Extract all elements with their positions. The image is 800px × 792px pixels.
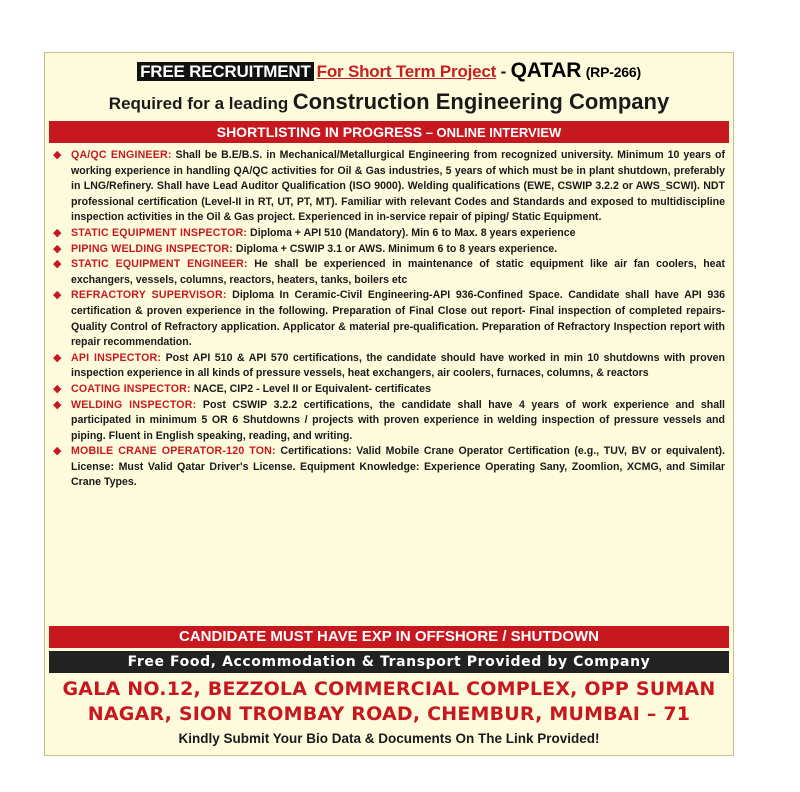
- position-description: He shall be experienced in maintenance of static equipment like air fan coolers, heat exchangers, vessels, columns, reactors, heaters, tanks, boilers etc: [71, 258, 725, 286]
- position-title: API INSPECTOR:: [71, 351, 162, 364]
- diamond-bullet-icon: ◆: [53, 242, 62, 255]
- free-recruitment-label: FREE RECRUITMENT: [137, 62, 314, 81]
- diamond-bullet-icon: ◆: [53, 226, 62, 239]
- position-item: [49, 444, 729, 491]
- country-label: QATAR: [510, 59, 582, 82]
- submission-note: Kindly Submit Your Bio Data & Documents On The Link Provided!: [178, 731, 600, 746]
- subheading-lead: Required for a leading: [108, 94, 289, 113]
- headline-dash: -: [496, 62, 511, 81]
- headline: [45, 59, 733, 83]
- reference-code: (RP-266): [585, 64, 641, 80]
- diamond-bullet-icon: ◆: [53, 149, 62, 161]
- candidate-requirement-banner: CANDIDATE MUST HAVE EXP IN OFFSHORE / SHUTDOWN: [49, 626, 729, 648]
- position-item: [49, 226, 729, 242]
- position-item: [49, 351, 729, 382]
- position-title: WELDING INSPECTOR:: [71, 398, 197, 411]
- position-description: Diploma + CSWIP 3.1 or AWS. Minimum 6 to 8 years experience.: [235, 242, 558, 255]
- position-title: COATING INSPECTOR:: [71, 382, 191, 395]
- shortlisting-banner: [49, 121, 729, 143]
- position-description: Diploma In Ceramic-Civil Engineering-API 936-Confined Space. Candidate shall have API 936 certification & proven experience in the following. Preparation of Final Close out report- Final inspection of completed repairs- Quality Control of Refractory application. Applicator & material pre-qualification. Preparation of Refractory Inspection report with repair recommendation.: [71, 289, 725, 349]
- diamond-bullet-icon: ◆: [53, 445, 62, 458]
- position-description: NACE, CIP2 - Level II or Equivalent- certificates: [193, 382, 431, 395]
- position-description: Post API 510 & API 570 certifications, the candidate should have worked in min 10 shutdowns with proven inspection experience in all kinds of pressure vessels, heat exchangers, air coolers, furnaces, columns, & reactors: [71, 351, 725, 380]
- position-description: Certifications: Valid Mobile Crane Operator Certification (e.g., TUV, BV or equivalent). License: Must Valid Qatar Driver's License. Equipment Knowledge: Experience Operating Sany, Zoomlion, XCMG, and Similar Crane Types.: [71, 445, 725, 489]
- online-interview-label: – ONLINE INTERVIEW: [422, 125, 562, 140]
- position-title: MOBILE CRANE OPERATOR-120 TON:: [71, 445, 276, 458]
- diamond-bullet-icon: ◆: [53, 382, 62, 395]
- position-title: STATIC EQUIPMENT ENGINEER:: [71, 258, 248, 271]
- address-line-1: GALA NO.12, BEZZOLA COMMERCIAL COMPLEX, OPP SUMAN: [62, 678, 716, 700]
- position-title: QA/QC ENGINEER:: [71, 149, 172, 161]
- diamond-bullet-icon: ◆: [53, 258, 62, 271]
- position-title: PIPING WELDING INSPECTOR:: [71, 242, 233, 255]
- position-item: [49, 288, 729, 350]
- shortlisting-label: SHORTLISTING IN PROGRESS: [216, 124, 423, 140]
- job-advert-panel: [44, 52, 734, 756]
- position-item: [49, 148, 729, 226]
- address-line-2: NAGAR, SION TROMBAY ROAD, CHEMBUR, MUMBAI – 71: [87, 703, 691, 725]
- company-type: Construction Engineering Company: [292, 89, 670, 114]
- position-description: Diploma + API 510 (Mandatory). Min 6 to Max. 8 years experience: [250, 226, 576, 239]
- diamond-bullet-icon: ◆: [53, 398, 62, 411]
- positions-list: [49, 148, 729, 491]
- position-description: Post CSWIP 3.2.2 certifications, the candidate shall have 4 years of work experience and shall participated in minimum 5 OR 6 Shutdowns / projects with proven experience in welding inspection of pressure vessels and piping. Fluent in English speaking, reading, and writing.: [71, 398, 725, 442]
- position-title: STATIC EQUIPMENT INSPECTOR:: [71, 226, 248, 239]
- short-term-project-label: For Short Term Project: [316, 62, 497, 81]
- subheading: [45, 89, 733, 115]
- position-item: [49, 398, 729, 445]
- position-item: [49, 382, 729, 398]
- diamond-bullet-icon: ◆: [53, 289, 62, 302]
- position-item: [49, 257, 729, 288]
- diamond-bullet-icon: ◆: [53, 351, 62, 364]
- position-description: Shall be B.E/B.S. in Mechanical/Metallurgical Engineering from recognized university. Minimum 10 years of working experience in handling QA/QC activities for Oil & Gas industries, 5 years of which must be in plant shutdown, preferably in LNG/Refinery. Shall have Lead Auditor Qualification (ISO 9000). Welding qualifications (EWE, CSWIP 3.2.2 or AWS_SCWI). NDT professional certification (Level-II in RT, UT, PT, MT). Familiar with relevant Codes and Standards and exposed to multidiscipline inspection activities in the Oil & Gas project. Experienced in in-service repair of piping/ Static Equipment.: [71, 149, 725, 224]
- position-item: [49, 242, 729, 258]
- office-address: [45, 677, 733, 727]
- benefits-banner: Free Food, Accommodation & Transport Provided by Company: [49, 651, 729, 673]
- position-title: REFRACTORY SUPERVISOR:: [71, 289, 227, 302]
